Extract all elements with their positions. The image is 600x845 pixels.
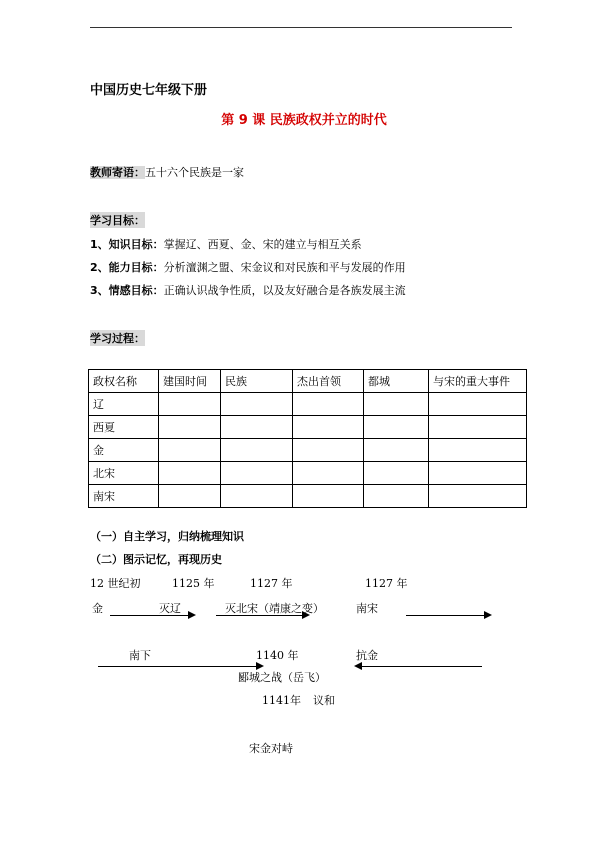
arrow-line	[360, 666, 482, 667]
table-cell[interactable]	[159, 393, 221, 416]
label-mie-liao: 灭辽	[159, 602, 181, 615]
table-cell[interactable]	[293, 416, 364, 439]
objective-label: 能力目标：	[108, 261, 164, 274]
regime-name-cell: 辽	[89, 393, 159, 416]
table-cell[interactable]	[221, 462, 293, 485]
table-cell[interactable]	[293, 462, 364, 485]
table-cell[interactable]	[364, 485, 429, 508]
arrow-right-icon	[302, 611, 310, 619]
label-duizhi: 宋金对峙	[249, 742, 293, 755]
arrow-right-icon	[484, 611, 492, 619]
table-cell[interactable]	[159, 416, 221, 439]
table-cell[interactable]	[364, 393, 429, 416]
table-header-cell: 杰出首领	[293, 370, 364, 393]
table-cell[interactable]	[429, 416, 527, 439]
label-nanxia: 南下	[129, 649, 151, 662]
date-label: 1125 年	[172, 577, 215, 590]
date-label: 12 世纪初	[90, 577, 141, 590]
table-cell[interactable]	[429, 439, 527, 462]
objective-item	[90, 282, 406, 298]
objective-num: 1、	[90, 238, 109, 251]
table-cell[interactable]	[159, 485, 221, 508]
regime-name-cell: 西夏	[89, 416, 159, 439]
teacher-message-text: 五十六个民族是一家	[145, 166, 244, 179]
lesson-title: 第 9 课 民族政权并立的时代	[221, 113, 387, 128]
objective-text: 掌握辽、西夏、金、宋的建立与相互关系	[163, 238, 362, 251]
label-mie-beisong: 灭北宋（靖康之变）	[225, 602, 324, 615]
label-jin: 金	[92, 602, 103, 615]
table-cell[interactable]	[364, 416, 429, 439]
table-cell[interactable]	[159, 462, 221, 485]
objective-num: 3、	[90, 284, 109, 297]
table-cell[interactable]	[221, 416, 293, 439]
objective-label: 情感目标：	[108, 284, 164, 297]
book-title: 中国历史七年级下册	[90, 83, 208, 98]
date-label: 1127 年	[365, 577, 408, 590]
label-nansong: 南宋	[356, 602, 378, 615]
table-cell[interactable]	[429, 462, 527, 485]
table-row	[89, 416, 527, 439]
table-header-row	[89, 370, 527, 393]
table-cell[interactable]	[364, 439, 429, 462]
table-header-cell: 与宋的重大事件	[429, 370, 527, 393]
table-cell[interactable]	[429, 485, 527, 508]
table-cell[interactable]	[221, 439, 293, 462]
teacher-message-label: 教师寄语：	[90, 166, 145, 179]
label-yancheng: 郾城之战（岳飞）	[238, 671, 326, 684]
table-row	[89, 485, 527, 508]
step-1: （一）自主学习，归纳梳理知识	[90, 530, 244, 543]
label-yihe: 议和	[313, 694, 335, 707]
table-cell[interactable]	[293, 439, 364, 462]
table-cell[interactable]	[221, 393, 293, 416]
date-label: 1141年	[262, 694, 301, 707]
table-cell[interactable]	[429, 393, 527, 416]
objective-item	[90, 236, 362, 252]
table-header-cell: 都城	[364, 370, 429, 393]
step-2: （二）图示记忆，再现历史	[90, 553, 222, 566]
table-header-cell: 民族	[221, 370, 293, 393]
label-kangjin: 抗金	[356, 649, 378, 662]
teacher-message	[90, 164, 244, 180]
table-row	[89, 393, 527, 416]
header-rule	[90, 27, 512, 28]
objective-num: 2、	[90, 261, 109, 274]
table-cell[interactable]	[159, 439, 221, 462]
arrow-line	[110, 615, 190, 616]
table-cell[interactable]	[293, 485, 364, 508]
table-cell[interactable]	[293, 393, 364, 416]
regime-table	[88, 369, 527, 508]
regime-name-cell: 北宋	[89, 462, 159, 485]
table-header-cell: 政权名称	[89, 370, 159, 393]
regime-name-cell: 金	[89, 439, 159, 462]
table-row	[89, 439, 527, 462]
objective-item	[90, 259, 406, 275]
table-header-cell: 建国时间	[159, 370, 221, 393]
arrow-line	[406, 615, 486, 616]
objective-label: 知识目标：	[108, 238, 164, 251]
objectives-heading: 学习目标：	[90, 214, 145, 227]
table-cell[interactable]	[221, 485, 293, 508]
date-label: 1140 年	[256, 649, 299, 662]
table-row	[89, 462, 527, 485]
objective-text: 分析澶渊之盟、宋金议和对民族和平与发展的作用	[163, 261, 406, 274]
date-label: 1127 年	[250, 577, 293, 590]
arrow-line	[216, 615, 304, 616]
regime-name-cell: 南宋	[89, 485, 159, 508]
arrow-line	[98, 666, 258, 667]
objective-text: 正确认识战争性质，以及友好融合是各族发展主流	[163, 284, 406, 297]
process-heading: 学习过程：	[90, 332, 145, 345]
arrow-right-icon	[188, 611, 196, 619]
table-cell[interactable]	[364, 462, 429, 485]
